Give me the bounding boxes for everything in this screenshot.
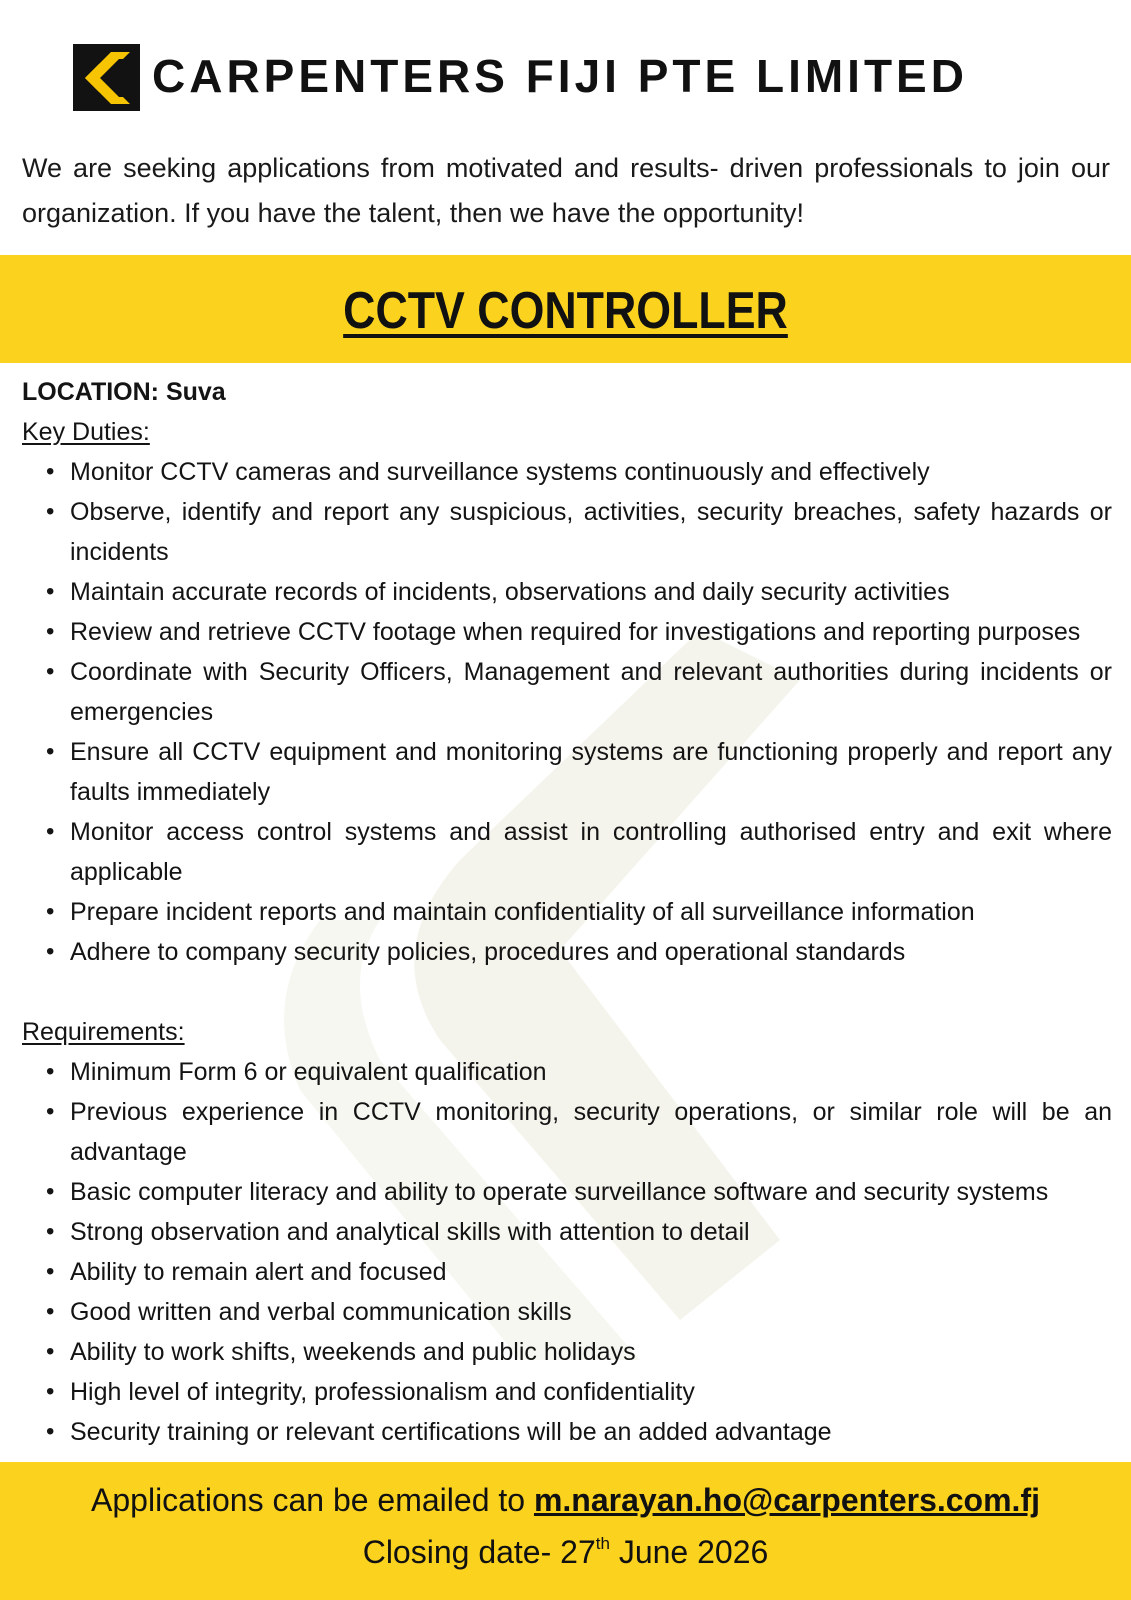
closing-date-line	[0, 1532, 1131, 1572]
section-spacer	[22, 972, 1112, 1012]
requirement-item: • Good written and verbal communication skills	[22, 1292, 1112, 1332]
duty-item: • Ensure all CCTV equipment and monitoring systems are functioning properly and report any faults immediately	[22, 732, 1112, 812]
apply-line	[0, 1480, 1131, 1520]
duty-item: • Adhere to company security policies, procedures and operational standards	[22, 932, 1112, 972]
company-header	[0, 40, 1131, 120]
location-label: LOCATION: Suva	[22, 378, 226, 406]
duties-list	[22, 452, 1112, 972]
duty-item: • Monitor CCTV cameras and surveillance systems continuously and effectively	[22, 452, 1112, 492]
application-footer	[0, 1462, 1131, 1600]
job-title: CCTV CONTROLLER	[343, 282, 788, 340]
duty-item: • Monitor access control systems and assist in controlling authorised entry and exit where applicable	[22, 812, 1112, 892]
closing-date-ordinal: th	[595, 1534, 610, 1553]
requirement-item: • Basic computer literacy and ability to operate surveillance software and security systems	[22, 1172, 1112, 1212]
requirement-item: • Security training or relevant certifications will be an added advantage	[22, 1412, 1112, 1452]
intro-paragraph: We are seeking applications from motivated and results- driven professionals to join our organization. If you have the talent, then we have the opportunity!	[22, 153, 1110, 228]
title-band	[0, 255, 1131, 363]
closing-date-month-year: June 2026	[609, 1534, 769, 1570]
job-details	[22, 372, 1112, 1452]
email-link[interactable]: m.narayan.ho@carpenters.com.fj	[533, 1482, 1040, 1518]
duty-item: • Coordinate with Security Officers, Management and relevant authorities during incidents or emergencies	[22, 652, 1112, 732]
duty-item: • Observe, identify and report any suspicious, activities, security breaches, safety hazards or incidents	[22, 492, 1112, 572]
carpenters-logo-icon	[73, 44, 140, 111]
key-duties-heading: Key Duties:	[22, 418, 150, 446]
requirement-item: • Ability to work shifts, weekends and public holidays	[22, 1332, 1112, 1372]
requirement-item: • Ability to remain alert and focused	[22, 1252, 1112, 1292]
closing-date-text: Closing date- 27	[362, 1534, 596, 1570]
duty-item: • Prepare incident reports and maintain confidentiality of all surveillance information	[22, 892, 1112, 932]
requirement-item: • Previous experience in CCTV monitoring, security operations, or similar role will be an advantage	[22, 1092, 1112, 1172]
duty-item: • Review and retrieve CCTV footage when required for investigations and reporting purposes	[22, 612, 1112, 652]
company-name: CARPENTERS FIJI PTE LIMITED	[152, 50, 968, 102]
apply-text: Applications can be emailed to	[91, 1482, 534, 1518]
requirements-heading: Requirements:	[22, 1018, 185, 1046]
requirements-list	[22, 1052, 1112, 1452]
requirement-item: • Strong observation and analytical skills with attention to detail	[22, 1212, 1112, 1252]
duty-item: • Maintain accurate records of incidents, observations and daily security activities	[22, 572, 1112, 612]
requirement-item: • High level of integrity, professionalism and confidentiality	[22, 1372, 1112, 1412]
requirement-item: • Minimum Form 6 or equivalent qualification	[22, 1052, 1112, 1092]
